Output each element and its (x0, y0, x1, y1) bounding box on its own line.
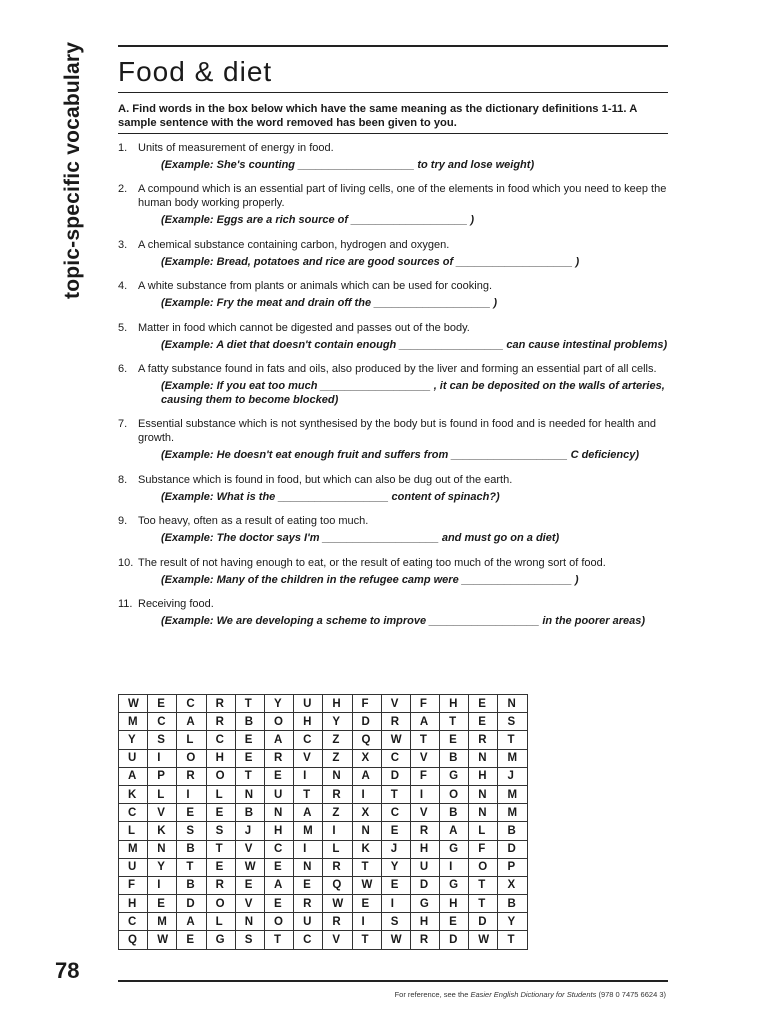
grid-cell: N (235, 785, 264, 803)
definition-row (118, 141, 670, 155)
definition-item (118, 597, 670, 628)
grid-cell: A (352, 767, 381, 785)
definition-row (118, 597, 670, 611)
topic-label (18, 41, 128, 302)
grid-cell: I (381, 895, 410, 913)
grid-cell: W (323, 895, 352, 913)
grid-cell: I (177, 785, 206, 803)
grid-cell: A (264, 731, 293, 749)
grid-cell: M (498, 804, 527, 822)
grid-cell: T (235, 695, 264, 713)
definition-item (118, 279, 670, 310)
grid-cell: R (410, 822, 439, 840)
grid-cell: Y (498, 913, 527, 931)
grid-cell: Q (352, 731, 381, 749)
grid-cell: W (381, 731, 410, 749)
grid-cell: E (294, 876, 323, 894)
item-number: 1. (118, 142, 128, 154)
grid-cell: R (294, 895, 323, 913)
item-example: (Example: Many of the children in the refugee camp were __________________ ) (161, 573, 579, 586)
grid-cell: G (440, 876, 469, 894)
item-number: 4. (118, 280, 128, 293)
grid-cell: I (410, 785, 439, 803)
grid-cell: T (498, 931, 527, 949)
grid-row (119, 876, 528, 894)
definition-item (118, 321, 670, 352)
item-example: (Example: Bread, potatoes and rice are good sources of ___________________ ) (161, 255, 580, 268)
grid-cell: N (498, 695, 527, 713)
grid-cell: E (469, 713, 498, 731)
grid-cell: O (177, 749, 206, 767)
grid-cell: U (264, 785, 293, 803)
grid-cell: S (498, 713, 527, 731)
page-title: Food & diet (118, 56, 273, 87)
grid-cell: J (498, 767, 527, 785)
definition-row (118, 321, 670, 335)
item-definition: A white substance from plants or animals which can be used for cooking. (138, 280, 493, 293)
grid-cell: T (352, 931, 381, 949)
item-example: (Example: We are developing a scheme to improve __________________ in the poorer areas) (161, 614, 646, 627)
grid-cell: Z (323, 804, 352, 822)
grid-cell: I (294, 840, 323, 858)
grid-cell: V (410, 749, 439, 767)
grid-cell: I (440, 858, 469, 876)
grid-cell: M (119, 713, 148, 731)
item-definition: The result of not having enough to eat, or the result of eating too much of the wrong sort of food. (138, 556, 606, 569)
grid-cell: T (235, 767, 264, 785)
grid-cell: A (177, 913, 206, 931)
grid-cell: O (440, 785, 469, 803)
grid-cell: I (352, 785, 381, 803)
item-number: 10. (118, 556, 134, 569)
grid-cell: H (294, 713, 323, 731)
grid-cell: T (294, 785, 323, 803)
grid-cell: T (352, 858, 381, 876)
grid-cell: E (440, 913, 469, 931)
grid-cell: R (323, 785, 352, 803)
grid-cell: B (177, 840, 206, 858)
grid-cell: E (148, 695, 177, 713)
grid-cell: Y (264, 695, 293, 713)
definition-row (118, 556, 670, 570)
grid-cell: I (323, 822, 352, 840)
definition-row (118, 514, 670, 528)
grid-cell: S (206, 822, 235, 840)
grid-cell: R (177, 767, 206, 785)
grid-cell: W (352, 876, 381, 894)
item-example: (Example: If you eat too much __________________ , it can be deposited on the walls of arteries, causing them to become blocked) (161, 379, 665, 406)
item-number: 8. (118, 473, 128, 486)
definition-item (118, 417, 670, 462)
grid-cell: E (264, 858, 293, 876)
grid-cell: O (469, 858, 498, 876)
grid-cell: Z (323, 731, 352, 749)
grid-cell: L (119, 822, 148, 840)
grid-cell: W (469, 931, 498, 949)
grid-cell: T (440, 713, 469, 731)
grid-cell: R (206, 876, 235, 894)
grid-cell: W (119, 695, 148, 713)
grid-cell: E (469, 695, 498, 713)
grid-cell: G (440, 767, 469, 785)
grid-cell: C (381, 749, 410, 767)
footer-prefix: For reference, see the (394, 990, 471, 999)
grid-cell: Y (119, 731, 148, 749)
grid-cell: T (469, 895, 498, 913)
grid-cell: A (264, 876, 293, 894)
grid-cell: L (177, 731, 206, 749)
grid-cell: U (410, 858, 439, 876)
grid-cell: B (440, 749, 469, 767)
item-number: 3. (118, 238, 128, 251)
grid-cell: H (206, 749, 235, 767)
grid-cell: H (119, 895, 148, 913)
grid-cell: K (119, 785, 148, 803)
grid-cell: N (148, 840, 177, 858)
grid-cell: W (235, 858, 264, 876)
grid-row (119, 895, 528, 913)
item-example: (Example: He doesn't eat enough fruit and suffers from ___________________ C deficiency) (161, 449, 640, 462)
grid-cell: M (294, 822, 323, 840)
grid-cell: R (469, 731, 498, 749)
grid-cell: E (235, 749, 264, 767)
title-rule (118, 92, 668, 93)
grid-cell: U (294, 695, 323, 713)
grid-cell: O (264, 913, 293, 931)
grid-cell: D (381, 767, 410, 785)
grid-row (119, 822, 528, 840)
grid-cell: E (352, 895, 381, 913)
definition-item (118, 238, 670, 269)
grid-cell: U (119, 749, 148, 767)
grid-cell: L (206, 913, 235, 931)
grid-cell: E (206, 804, 235, 822)
grid-cell: H (323, 695, 352, 713)
grid-cell: C (381, 804, 410, 822)
grid-cell: G (440, 840, 469, 858)
grid-cell: C (294, 731, 323, 749)
grid-cell: E (235, 731, 264, 749)
grid-cell: G (410, 895, 439, 913)
grid-cell: L (323, 840, 352, 858)
grid-cell: H (264, 822, 293, 840)
definition-row (118, 473, 670, 487)
definition-list (118, 141, 670, 638)
grid-cell: N (469, 749, 498, 767)
grid-cell: E (264, 767, 293, 785)
grid-cell: E (177, 804, 206, 822)
grid-cell: X (352, 749, 381, 767)
grid-cell: W (381, 931, 410, 949)
grid-cell: N (352, 822, 381, 840)
grid-cell: R (206, 713, 235, 731)
grid-cell: N (469, 785, 498, 803)
definition-item (118, 514, 670, 545)
definition-row (118, 238, 670, 252)
grid-cell: M (119, 840, 148, 858)
word-search-grid (118, 694, 528, 950)
grid-cell: V (148, 804, 177, 822)
grid-cell: Y (323, 713, 352, 731)
grid-cell: K (352, 840, 381, 858)
grid-cell: I (294, 767, 323, 785)
grid-cell: G (206, 931, 235, 949)
grid-cell: E (148, 895, 177, 913)
grid-cell: E (381, 876, 410, 894)
grid-cell: C (119, 804, 148, 822)
item-example: (Example: Eggs are a rich source of ___________________ ) (161, 214, 475, 227)
grid-row (119, 804, 528, 822)
grid-cell: H (440, 695, 469, 713)
grid-cell: A (294, 804, 323, 822)
definition-item (118, 556, 670, 587)
grid-row (119, 749, 528, 767)
grid-cell: E (206, 858, 235, 876)
grid-cell: V (294, 749, 323, 767)
grid-cell: Z (323, 749, 352, 767)
item-definition: A chemical substance containing carbon, hydrogen and oxygen. (138, 238, 450, 251)
item-number: 11. (118, 597, 133, 610)
grid-cell: N (294, 858, 323, 876)
grid-cell: D (410, 876, 439, 894)
grid-cell: C (264, 840, 293, 858)
grid-row (119, 731, 528, 749)
grid-cell: K (148, 822, 177, 840)
grid-cell: R (206, 695, 235, 713)
grid-cell: D (440, 931, 469, 949)
grid-cell: R (381, 713, 410, 731)
grid-cell: H (410, 913, 439, 931)
footer-suffix: (978 0 7475 6624 3) (596, 990, 666, 999)
grid-cell: O (206, 767, 235, 785)
grid-row (119, 695, 528, 713)
grid-cell: E (235, 876, 264, 894)
item-example: (Example: What is the __________________ content of spinach?) (161, 490, 500, 503)
grid-cell: R (264, 749, 293, 767)
grid-cell: E (264, 895, 293, 913)
grid-cell: I (148, 749, 177, 767)
grid-cell: E (381, 822, 410, 840)
grid-cell: I (352, 913, 381, 931)
item-definition: Units of measurement of energy in food. (138, 142, 334, 154)
grid-row (119, 931, 528, 949)
definition-item (118, 182, 670, 227)
grid-cell: L (148, 785, 177, 803)
instructions: A. Find words in the box below which have the same meaning as the dictionary definitions 1-11. A sample sentence with the word removed has been given to you. (118, 103, 637, 129)
page-number: 78 (55, 958, 80, 983)
grid-cell: U (294, 913, 323, 931)
grid-cell: X (498, 876, 527, 894)
grid-cell: F (410, 695, 439, 713)
definition-item (118, 362, 670, 407)
grid-cell: T (177, 858, 206, 876)
grid-cell: D (498, 840, 527, 858)
grid-cell: T (498, 731, 527, 749)
grid-row (119, 858, 528, 876)
grid-cell: N (264, 804, 293, 822)
grid-cell: N (235, 913, 264, 931)
top-rule (118, 45, 668, 47)
grid-cell: T (206, 840, 235, 858)
grid-cell: J (235, 822, 264, 840)
grid-cell: R (323, 858, 352, 876)
item-definition: Too heavy, often as a result of eating too much. (138, 515, 369, 528)
grid-cell: S (148, 731, 177, 749)
grid-cell: M (148, 913, 177, 931)
grid-row (119, 767, 528, 785)
grid-cell: D (469, 913, 498, 931)
grid-cell: A (119, 767, 148, 785)
definition-row (118, 417, 670, 445)
grid-cell: E (177, 931, 206, 949)
definition-item (118, 141, 670, 172)
grid-cell: A (410, 713, 439, 731)
definition-item (118, 473, 670, 504)
grid-cell: V (410, 804, 439, 822)
grid-cell: F (352, 695, 381, 713)
bottom-rule (118, 980, 668, 982)
grid-cell: S (381, 913, 410, 931)
grid-cell: V (235, 895, 264, 913)
grid-cell: F (410, 767, 439, 785)
grid-cell: F (469, 840, 498, 858)
item-number: 6. (118, 362, 128, 375)
item-definition: Substance which is found in food, but which can also be dug out of the earth. (138, 473, 513, 486)
grid-cell: H (440, 895, 469, 913)
grid-cell: L (206, 785, 235, 803)
item-example: (Example: A diet that doesn't contain enough _________________ can cause intestinal problems) (161, 338, 668, 351)
grid-cell: P (498, 858, 527, 876)
grid-cell: B (235, 713, 264, 731)
grid-cell: A (440, 822, 469, 840)
item-example: (Example: Fry the meat and drain off the ___________________ ) (161, 297, 498, 310)
grid-cell: N (469, 804, 498, 822)
grid-cell: I (148, 876, 177, 894)
grid-cell: H (469, 767, 498, 785)
reference-footer (395, 990, 666, 999)
grid-cell: Q (323, 876, 352, 894)
grid-row (119, 840, 528, 858)
grid-cell: A (177, 713, 206, 731)
grid-cell: M (498, 785, 527, 803)
grid-cell: T (381, 785, 410, 803)
grid-cell: S (177, 822, 206, 840)
grid-cell: T (410, 731, 439, 749)
grid-cell: B (235, 804, 264, 822)
grid-cell: B (498, 895, 527, 913)
definition-row (118, 182, 670, 210)
grid-cell: T (469, 876, 498, 894)
grid-cell: D (352, 713, 381, 731)
grid-cell: T (264, 931, 293, 949)
item-example: (Example: She's counting ___________________ to try and lose weight) (161, 159, 535, 171)
topic-label-text: topic-specific vocabulary (61, 41, 84, 299)
item-example: (Example: The doctor says I'm ___________________ and must go on a diet) (161, 532, 560, 545)
grid-cell: V (381, 695, 410, 713)
definition-row (118, 279, 670, 293)
grid-cell: P (148, 767, 177, 785)
grid-cell: S (235, 931, 264, 949)
grid-row (119, 713, 528, 731)
grid-cell: J (381, 840, 410, 858)
grid-cell: B (498, 822, 527, 840)
instructions-rule (118, 133, 668, 134)
grid-cell: R (323, 913, 352, 931)
grid-cell: O (206, 895, 235, 913)
grid-cell: D (177, 895, 206, 913)
grid-cell: U (119, 858, 148, 876)
grid-cell: C (148, 713, 177, 731)
grid-cell: B (440, 804, 469, 822)
item-number: 7. (118, 418, 128, 431)
grid-cell: E (440, 731, 469, 749)
grid-cell: B (177, 876, 206, 894)
grid-cell: C (294, 931, 323, 949)
grid-cell: F (119, 876, 148, 894)
item-definition: A compound which is an essential part of living cells, one of the elements in food which you need to keep the human body working properly. (138, 183, 667, 210)
item-definition: Receiving food. (138, 597, 214, 610)
grid-cell: Y (381, 858, 410, 876)
grid-cell: X (352, 804, 381, 822)
grid-cell: M (498, 749, 527, 767)
footer-book-title: Easier English Dictionary for Students (470, 990, 597, 999)
grid-row (119, 785, 528, 803)
item-number: 9. (118, 515, 128, 528)
grid-cell: Q (119, 931, 148, 949)
item-definition: Matter in food which cannot be digested and passes out of the body. (138, 321, 470, 334)
grid-cell: R (410, 931, 439, 949)
grid-cell: C (206, 731, 235, 749)
grid-cell: V (323, 931, 352, 949)
definition-row (118, 362, 670, 376)
grid-cell: Y (148, 858, 177, 876)
grid-cell: C (177, 695, 206, 713)
item-definition: Essential substance which is not synthesised by the body but is found in food and is needed for health and growth. (138, 418, 656, 445)
grid-cell: O (264, 713, 293, 731)
item-number: 2. (118, 183, 128, 196)
grid-cell: W (148, 931, 177, 949)
grid-cell: C (119, 913, 148, 931)
grid-cell: N (323, 767, 352, 785)
grid-cell: L (469, 822, 498, 840)
item-definition: A fatty substance found in fats and oils, also produced by the liver and forming an essential part of all cells. (138, 362, 657, 375)
grid-cell: H (410, 840, 439, 858)
item-number: 5. (118, 321, 128, 334)
grid-cell: V (235, 840, 264, 858)
grid-row (119, 913, 528, 931)
